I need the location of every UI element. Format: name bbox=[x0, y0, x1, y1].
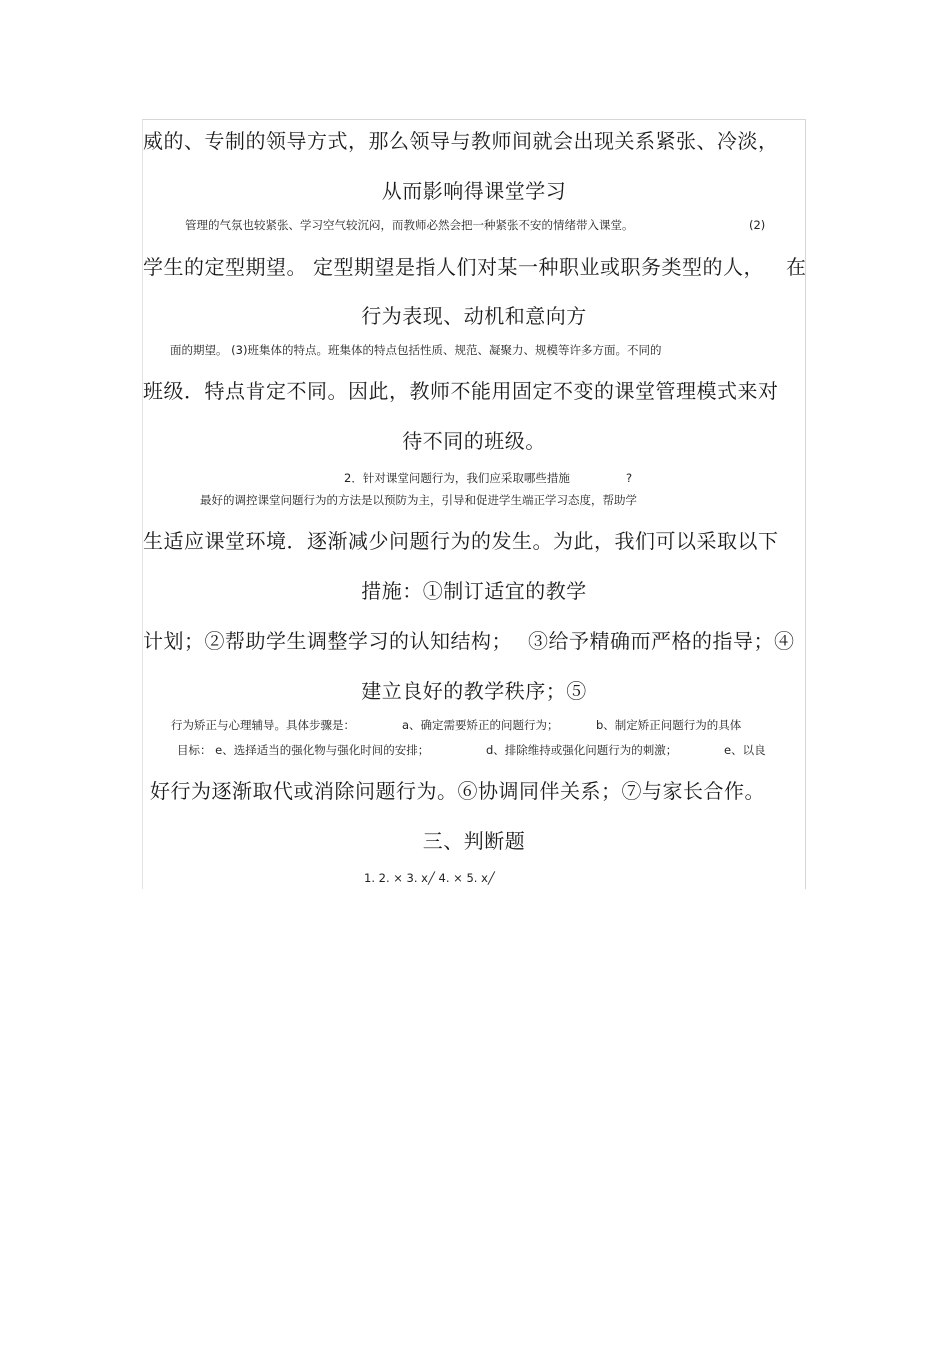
text-line-5: 行为表现、动机和意向方 bbox=[361, 304, 587, 328]
text-line-7: 班级．特点肯定不同。因此，教师不能用固定不变的课堂管理模式来对 bbox=[143, 379, 779, 403]
text-line-15-step-a: a、确定需要矫正的问题行为； bbox=[402, 718, 559, 732]
text-line-8: 待不同的班级。 bbox=[402, 429, 546, 453]
text-line-16-step-d: d、排除维持或强化问题行为的刺激； bbox=[486, 743, 678, 757]
question-2-mark: ? bbox=[626, 471, 633, 485]
text-line-1: 威的、专制的领导方式，那么领导与教师间就会出现关系紧张、冷淡， bbox=[143, 129, 779, 153]
text-line-13-end: ③给予精确而严格的指导；④ bbox=[528, 629, 795, 653]
text-line-16-start: 目标： e、选择适当的强化物与强化时间的安排； bbox=[177, 743, 430, 757]
text-line-10: 最好的调控课堂问题行为的方法是以预防为主，引导和促进学生端正学习态度，帮助学 bbox=[200, 493, 637, 507]
text-line-11: 生适应课堂环境．逐渐减少问题行为的发生。为此，我们可以采取以下 bbox=[143, 529, 779, 553]
judgement-answers: 1. 2. × 3. x╱ 4. × 5. x╱ bbox=[364, 871, 495, 885]
text-line-3-marker: (2) bbox=[749, 218, 766, 232]
text-line-3: 管理的气氛也较紧张、学习空气较沉闷，而教师必然会把一种紧张不安的情绪带入课堂。 bbox=[185, 218, 634, 232]
text-line-15-step-b: b、制定矫正问题行为的具体 bbox=[596, 718, 742, 732]
text-line-16-step-e: e、以良 bbox=[724, 743, 766, 757]
text-line-13-start: 计划；②帮助学生调整学习的认知结构； bbox=[143, 629, 512, 653]
text-line-4-end: 在 bbox=[786, 255, 807, 279]
question-2-title: 2．针对课堂问题行为，我们应采取哪些措施 bbox=[344, 471, 570, 485]
text-line-4-middle: 定型期望是指人们对某一种职业或职务类型的人， bbox=[313, 255, 764, 279]
text-line-14: 建立良好的教学秩序；⑤ bbox=[361, 679, 587, 703]
text-line-17: 好行为逐渐取代或消除问题行为。⑥协调同伴关系；⑦与家长合作。 bbox=[150, 779, 765, 803]
text-line-4-start: 学生的定型期望。 bbox=[143, 255, 307, 279]
text-line-6: 面的期望。 (3)班集体的特点。班集体的特点包括性质、规范、凝聚力、规模等许多方面。不同的 bbox=[170, 343, 662, 357]
text-line-12: 措施：①制订适宜的教学 bbox=[361, 579, 587, 603]
section-heading-judgement: 三、判断题 bbox=[422, 829, 526, 853]
text-line-2: 从而影响得课堂学习 bbox=[381, 179, 567, 203]
text-line-15-start: 行为矫正与心理辅导。具体步骤是： bbox=[171, 718, 355, 732]
